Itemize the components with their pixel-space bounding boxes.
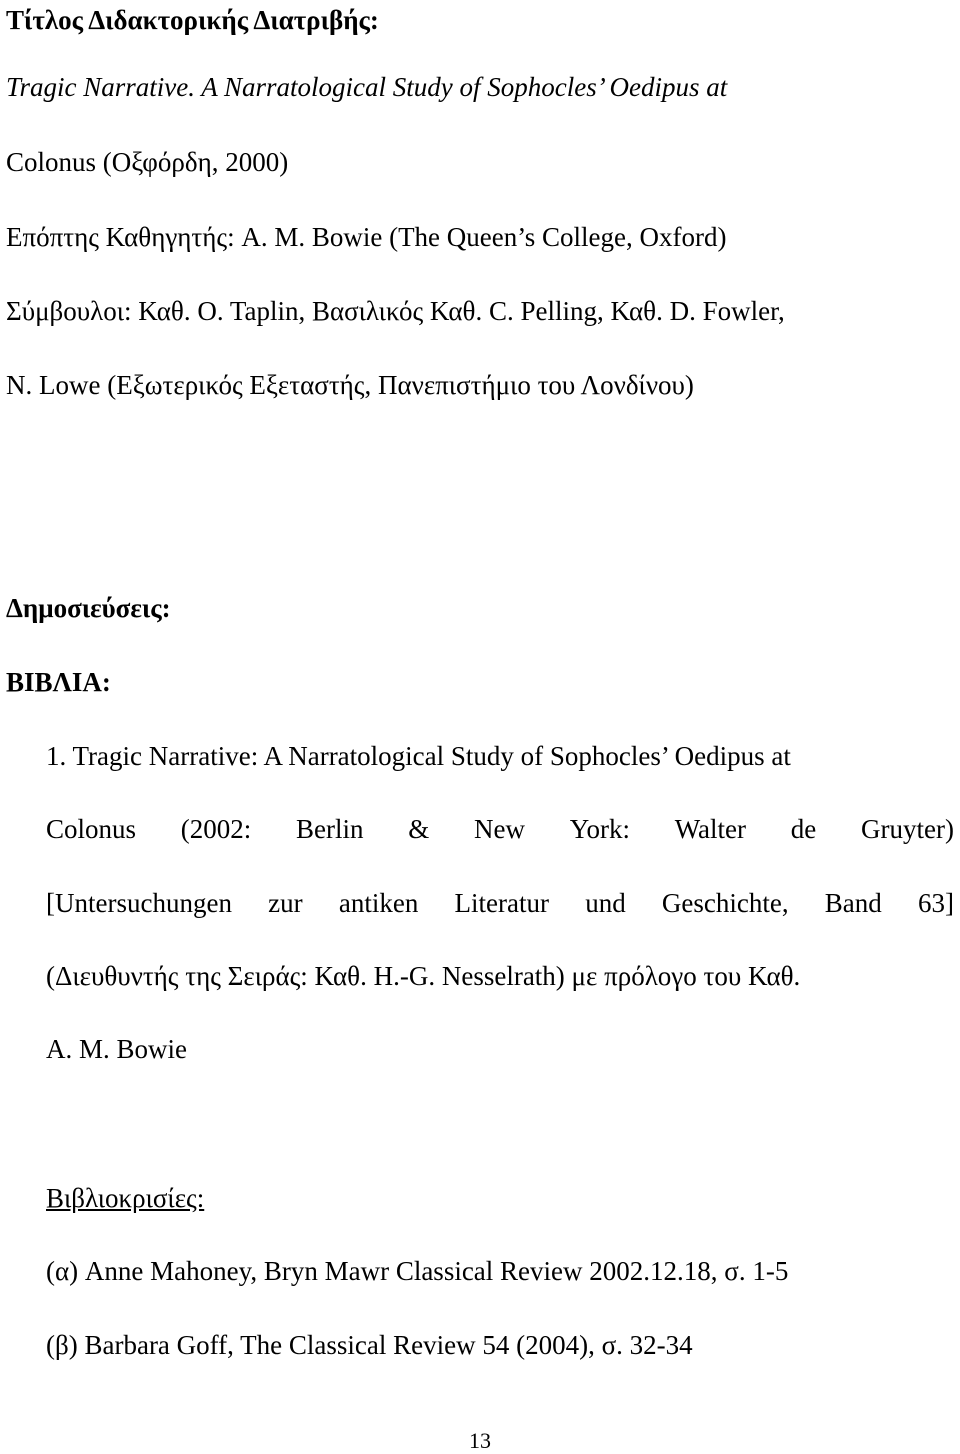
thesis-title-line-1: Tragic Narrative. A Narratological Study of Sophocles’ Oedipus at xyxy=(6,72,728,102)
book-1-word: & xyxy=(408,814,430,844)
book-1-word: 63] xyxy=(918,888,954,918)
book-1-word: Gruyter) xyxy=(860,814,954,844)
books-heading: ΒΙΒΛΙΑ: xyxy=(6,667,111,697)
book-1-line-4: (Διευθυντής της Σειράς: Καθ. H.-G. Nesselrath) με πρόλογο του Καθ. xyxy=(46,961,801,991)
book-1-word: [Untersuchungen xyxy=(46,888,232,918)
book-1-line-1: 1. Tragic Narrative: A Narratological Study of Sophocles’ Oedipus at xyxy=(46,741,791,771)
book-1-word: zur xyxy=(268,888,303,918)
book-1-word: Band xyxy=(824,888,882,918)
book-1-line-2 xyxy=(46,811,954,847)
publications-heading: Δημοσιεύσεις: xyxy=(6,593,171,623)
book-1-word: New xyxy=(473,814,525,844)
reviews-heading: Βιβλιοκρισίες: xyxy=(46,1183,205,1213)
thesis-supervisor: Επόπτης Καθηγητής: A. M. Bowie (The Queen’s College, Oxford) xyxy=(6,222,727,252)
book-1-word: Geschichte, xyxy=(661,888,789,918)
book-1-word: Colonus xyxy=(46,814,137,844)
book-1-word: York: xyxy=(569,814,630,844)
book-1-word: Berlin xyxy=(296,814,364,844)
book-1-line-3 xyxy=(46,885,954,921)
thesis-advisors-line-2: N. Lowe (Εξωτερικός Εξεταστής, Πανεπιστήμιο του Λονδίνου) xyxy=(6,370,694,400)
book-1-word: und xyxy=(585,888,626,918)
book-1-word: (2002: xyxy=(180,814,252,844)
book-1-line-5: A. M. Bowie xyxy=(46,1034,187,1064)
book-1-word: Literatur xyxy=(454,888,549,918)
book-1-word: de xyxy=(790,814,817,844)
review-item: (β) Barbara Goff, The Classical Review 54 (2004), σ. 32-34 xyxy=(46,1330,693,1360)
thesis-heading: Τίτλος Διδακτορικής Διατριβής: xyxy=(6,5,379,35)
review-item: (α) Anne Mahoney, Bryn Mawr Classical Review 2002.12.18, σ. 1-5 xyxy=(46,1256,789,1286)
thesis-advisors-line-1: Σύμβουλοι: Καθ. O. Taplin, Βασιλικός Καθ. C. Pelling, Καθ. D. Fowler, xyxy=(6,296,785,326)
page-number: 13 xyxy=(469,1428,491,1453)
book-1-word: antiken xyxy=(338,888,419,918)
thesis-title-line-2: Colonus (Οξφόρδη, 2000) xyxy=(6,147,289,177)
book-1-word: Walter xyxy=(674,814,747,844)
